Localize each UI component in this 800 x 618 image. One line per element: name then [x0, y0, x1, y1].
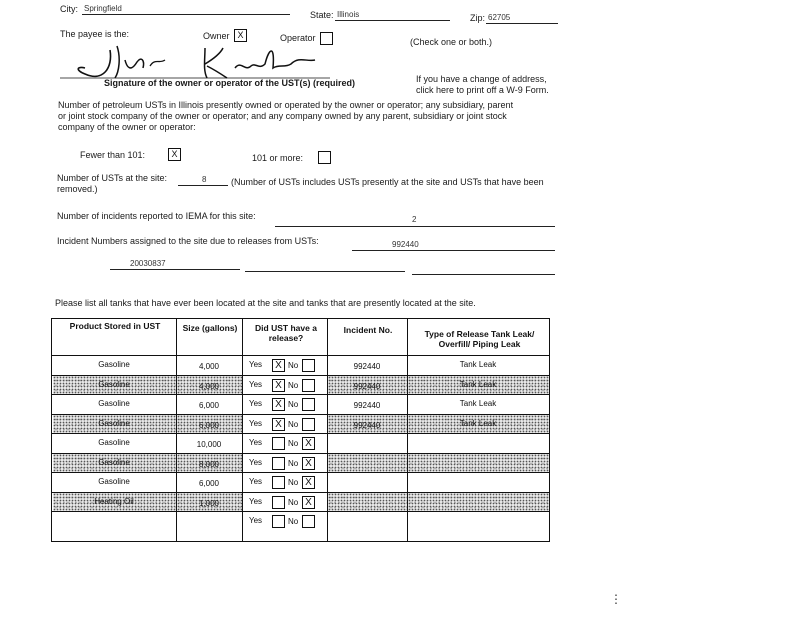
yes-label: Yes	[249, 399, 263, 408]
yes-label: Yes	[249, 418, 263, 428]
yes-checkbox[interactable]	[272, 476, 285, 489]
yes-checkbox[interactable]: X	[272, 379, 285, 392]
w9-link[interactable]: click here to print off a W-9 Form.	[416, 85, 549, 95]
signature-caption: Signature of the owner or operator of the UST(s) (required)	[104, 78, 356, 88]
row-size: 8,000	[198, 459, 220, 469]
no-checkbox[interactable]	[302, 418, 315, 431]
row-product: Heating Oil	[94, 496, 134, 506]
petroleum-text-1: Number of petroleum USTs in Illinois presently owned or operated by the owner or operator; any subsidiary, parent	[58, 100, 514, 110]
fewer-label: Fewer than 101:	[80, 150, 146, 160]
city-label: City:	[60, 4, 78, 14]
no-checkbox[interactable]	[302, 379, 315, 392]
yes-checkbox[interactable]	[272, 457, 285, 470]
no-checkbox[interactable]	[302, 359, 315, 372]
yes-checkbox[interactable]: X	[272, 398, 285, 411]
row-size: 6,000	[198, 479, 220, 488]
row-release-type: Tank Leak	[459, 379, 497, 389]
header-release: Did UST have a release?	[255, 323, 317, 343]
page-mark: ⋮	[610, 592, 622, 606]
no-checkbox[interactable]: X	[302, 476, 315, 489]
incidents-value: 2	[412, 215, 417, 224]
no-label: No	[288, 380, 299, 390]
header-product: Product Stored in UST	[69, 321, 161, 331]
yes-label: Yes	[249, 516, 263, 525]
row-release-type: Tank Leak	[459, 418, 497, 428]
table-intro: Please list all tanks that have ever been located at the site and tanks that are presently located at the site.	[55, 298, 476, 308]
row-release-type: Tank Leak	[459, 360, 497, 369]
payee-label: The payee is the:	[60, 29, 130, 39]
row-size: 6,000	[198, 420, 220, 430]
owner-label: Owner	[203, 31, 230, 41]
petroleum-text-2: or joint stock company of the owner or operator; and any company owned by any parent, subsidiary or joint stock	[58, 111, 507, 121]
no-label: No	[288, 400, 299, 409]
yes-checkbox[interactable]: X	[272, 418, 285, 431]
no-label: No	[288, 478, 299, 487]
yes-checkbox[interactable]	[272, 496, 285, 509]
no-checkbox[interactable]: X	[302, 457, 315, 470]
incident-number-1: 992440	[392, 240, 419, 249]
incident-number-2: 20030837	[130, 259, 166, 268]
row-product: Gasoline	[98, 457, 130, 467]
row-product: Gasoline	[98, 379, 130, 389]
yes-label: Yes	[249, 379, 263, 389]
state-label: State:	[310, 10, 334, 20]
city-value: Springfield	[84, 4, 122, 13]
no-label: No	[288, 419, 299, 429]
row-release-type: Tank Leak	[459, 399, 497, 408]
row-incident: 992440	[353, 381, 381, 391]
no-label: No	[288, 517, 299, 526]
yes-label: Yes	[249, 360, 263, 369]
fewer-checkbox[interactable]: X	[168, 148, 181, 161]
row-product: Gasoline	[98, 360, 130, 369]
row-size: 4,000	[198, 381, 220, 391]
zip-value: 62705	[488, 13, 511, 22]
header-type: Type of Release Tank Leak/ Overfill/ Piping Leak	[424, 329, 535, 349]
row-size: 1,000	[198, 498, 220, 508]
site-count-note-1: (Number of USTs includes USTs presently at the site and USTs that have been	[231, 177, 544, 187]
yes-checkbox[interactable]	[272, 437, 285, 450]
address-note-1: If you have a change of address,	[416, 74, 547, 84]
row-product: Gasoline	[98, 477, 130, 486]
check-note: (Check one or both.)	[410, 37, 493, 47]
row-size: 6,000	[198, 401, 220, 410]
row-product: Gasoline	[98, 399, 130, 408]
owner-checkbox[interactable]: X	[234, 29, 247, 42]
more-checkbox[interactable]	[318, 151, 331, 164]
incidents-label: Number of incidents reported to IEMA for this site:	[57, 211, 256, 221]
row-size: 4,000	[198, 362, 220, 371]
yes-label: Yes	[249, 457, 263, 467]
no-label: No	[288, 497, 299, 507]
ust-table	[51, 318, 550, 542]
petroleum-text-3: company of the owner or operator:	[58, 122, 196, 132]
row-incident: 992440	[353, 401, 381, 410]
no-checkbox[interactable]	[302, 398, 315, 411]
site-count-value: 8	[202, 175, 207, 184]
no-checkbox[interactable]: X	[302, 437, 315, 450]
yes-label: Yes	[249, 438, 263, 447]
incident-numbers-label: Incident Numbers assigned to the site due to releases from USTs:	[57, 236, 319, 246]
yes-label: Yes	[249, 496, 263, 506]
yes-label: Yes	[249, 477, 263, 486]
row-incident: 992440	[353, 362, 381, 371]
row-product: Gasoline	[98, 418, 130, 428]
site-count-label: Number of USTs at the site:	[57, 173, 168, 183]
operator-label: Operator	[280, 33, 316, 43]
no-checkbox[interactable]: X	[302, 496, 315, 509]
no-label: No	[288, 361, 299, 370]
row-size: 10,000	[196, 440, 222, 449]
more-label: 101 or more:	[252, 153, 304, 163]
zip-label: Zip:	[470, 13, 486, 23]
yes-checkbox[interactable]: X	[272, 359, 285, 372]
site-count-note-2: removed.)	[57, 184, 98, 194]
state-value: Illinois	[337, 10, 360, 19]
no-checkbox[interactable]	[302, 515, 315, 528]
no-label: No	[288, 439, 299, 448]
row-product: Gasoline	[98, 438, 130, 447]
header-size: Size (gallons)	[182, 323, 238, 333]
row-incident: 992440	[353, 420, 381, 430]
no-label: No	[288, 458, 299, 468]
header-incident: Incident No.	[343, 325, 393, 335]
yes-checkbox[interactable]	[272, 515, 285, 528]
